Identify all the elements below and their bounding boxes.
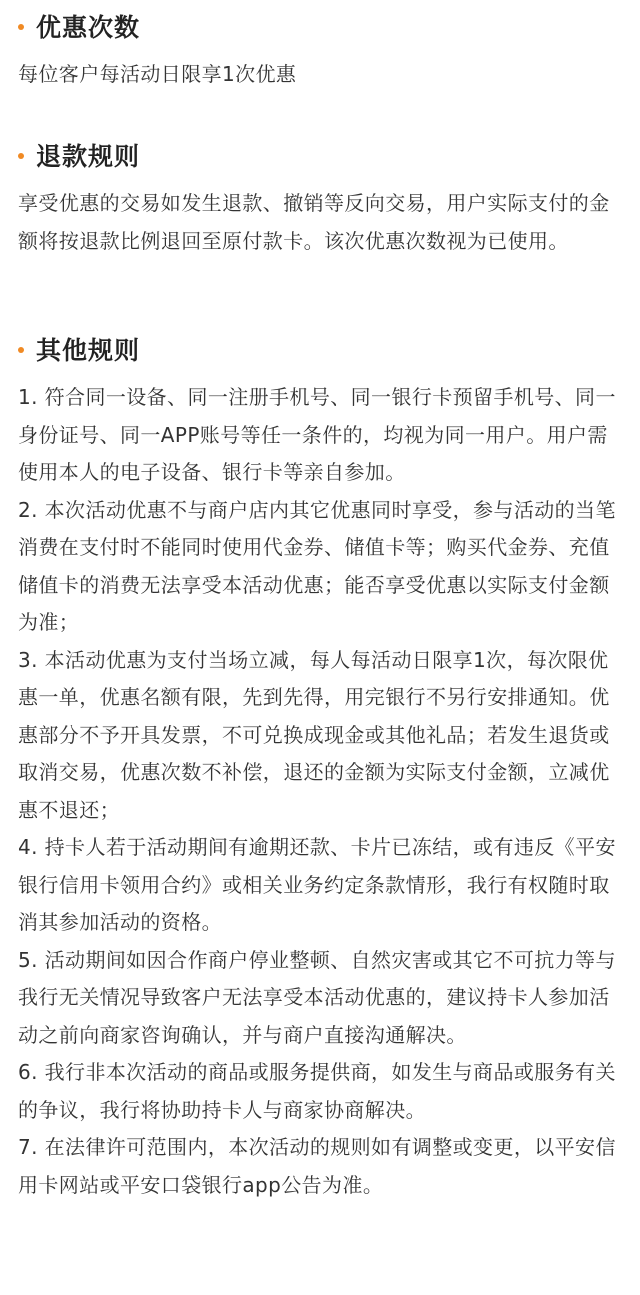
rule-item: 2. 本次活动优惠不与商户店内其它优惠同时享受，参与活动的当笔消费在支付时不能同时使用代金券、储值卡等；购买代金券、充值储值卡的消费无法享受本活动优惠；能否享受优惠以实际支付金额为准；: [18, 497, 616, 634]
bullet-dot-icon: [18, 24, 24, 30]
discount-times-text: 每位客户每活动日限享1次优惠: [18, 62, 297, 86]
bullet-dot-icon: [18, 347, 24, 353]
section-title-text: 优惠次数: [36, 13, 141, 42]
refund-rules-text: 享受优惠的交易如发生退款、撤销等反向交易，用户实际支付的金额将按退款比例退回至原付款卡。该次优惠次数视为已使用。: [18, 191, 610, 253]
rule-item: 5. 活动期间如因合作商户停业整顿、自然灾害或其它不可抗力等与我行无关情况导致客户无法享受本活动优惠的，建议持卡人参加活动之前向商家咨询确认，并与商户直接沟通解决。: [18, 947, 616, 1047]
section-title-discount-times: [18, 6, 626, 46]
section-refund-rules: [18, 135, 626, 260]
rule-item: 6. 我行非本次活动的商品或服务提供商，如发生与商品或服务有关的争议，我行将协助持卡人与商家协商解决。: [18, 1060, 616, 1122]
rule-item: 1. 符合同一设备、同一注册手机号、同一银行卡预留手机号、同一身份证号、同一APP账号等任一条件的，均视为同一用户。用户需使用本人的电子设备、银行卡等亲自参加。: [18, 385, 616, 484]
section-title-text: 其他规则: [36, 336, 141, 365]
other-rules-list: [18, 379, 626, 1204]
section-discount-times: [18, 6, 626, 94]
rule-item: 3. 本活动优惠为支付当场立减，每人每活动日限享1次，每次限优惠一单，优惠名额有限，先到先得，用完银行不另行安排通知。优惠部分不予开具发票，不可兑换成现金或其他礼品；若发生退货或取消交易，优惠次数不补偿，退还的金额为实际支付金额，立减优惠不退还；: [18, 647, 610, 822]
bullet-dot-icon: [18, 153, 24, 159]
section-title-other-rules: [18, 329, 626, 369]
section-title-refund-rules: [18, 135, 626, 175]
rule-item: 7. 在法律许可范围内，本次活动的规则如有调整或变更，以平安信用卡网站或平安口袋银行app公告为准。: [18, 1135, 616, 1197]
section-title-text: 退款规则: [36, 142, 141, 171]
section-other-rules: [18, 329, 626, 1204]
rule-item: 4. 持卡人若于活动期间有逾期还款、卡片已冻结，或有违反《平安银行信用卡领用合约》或相关业务约定条款情形，我行有权随时取消其参加活动的资格。: [18, 835, 616, 934]
